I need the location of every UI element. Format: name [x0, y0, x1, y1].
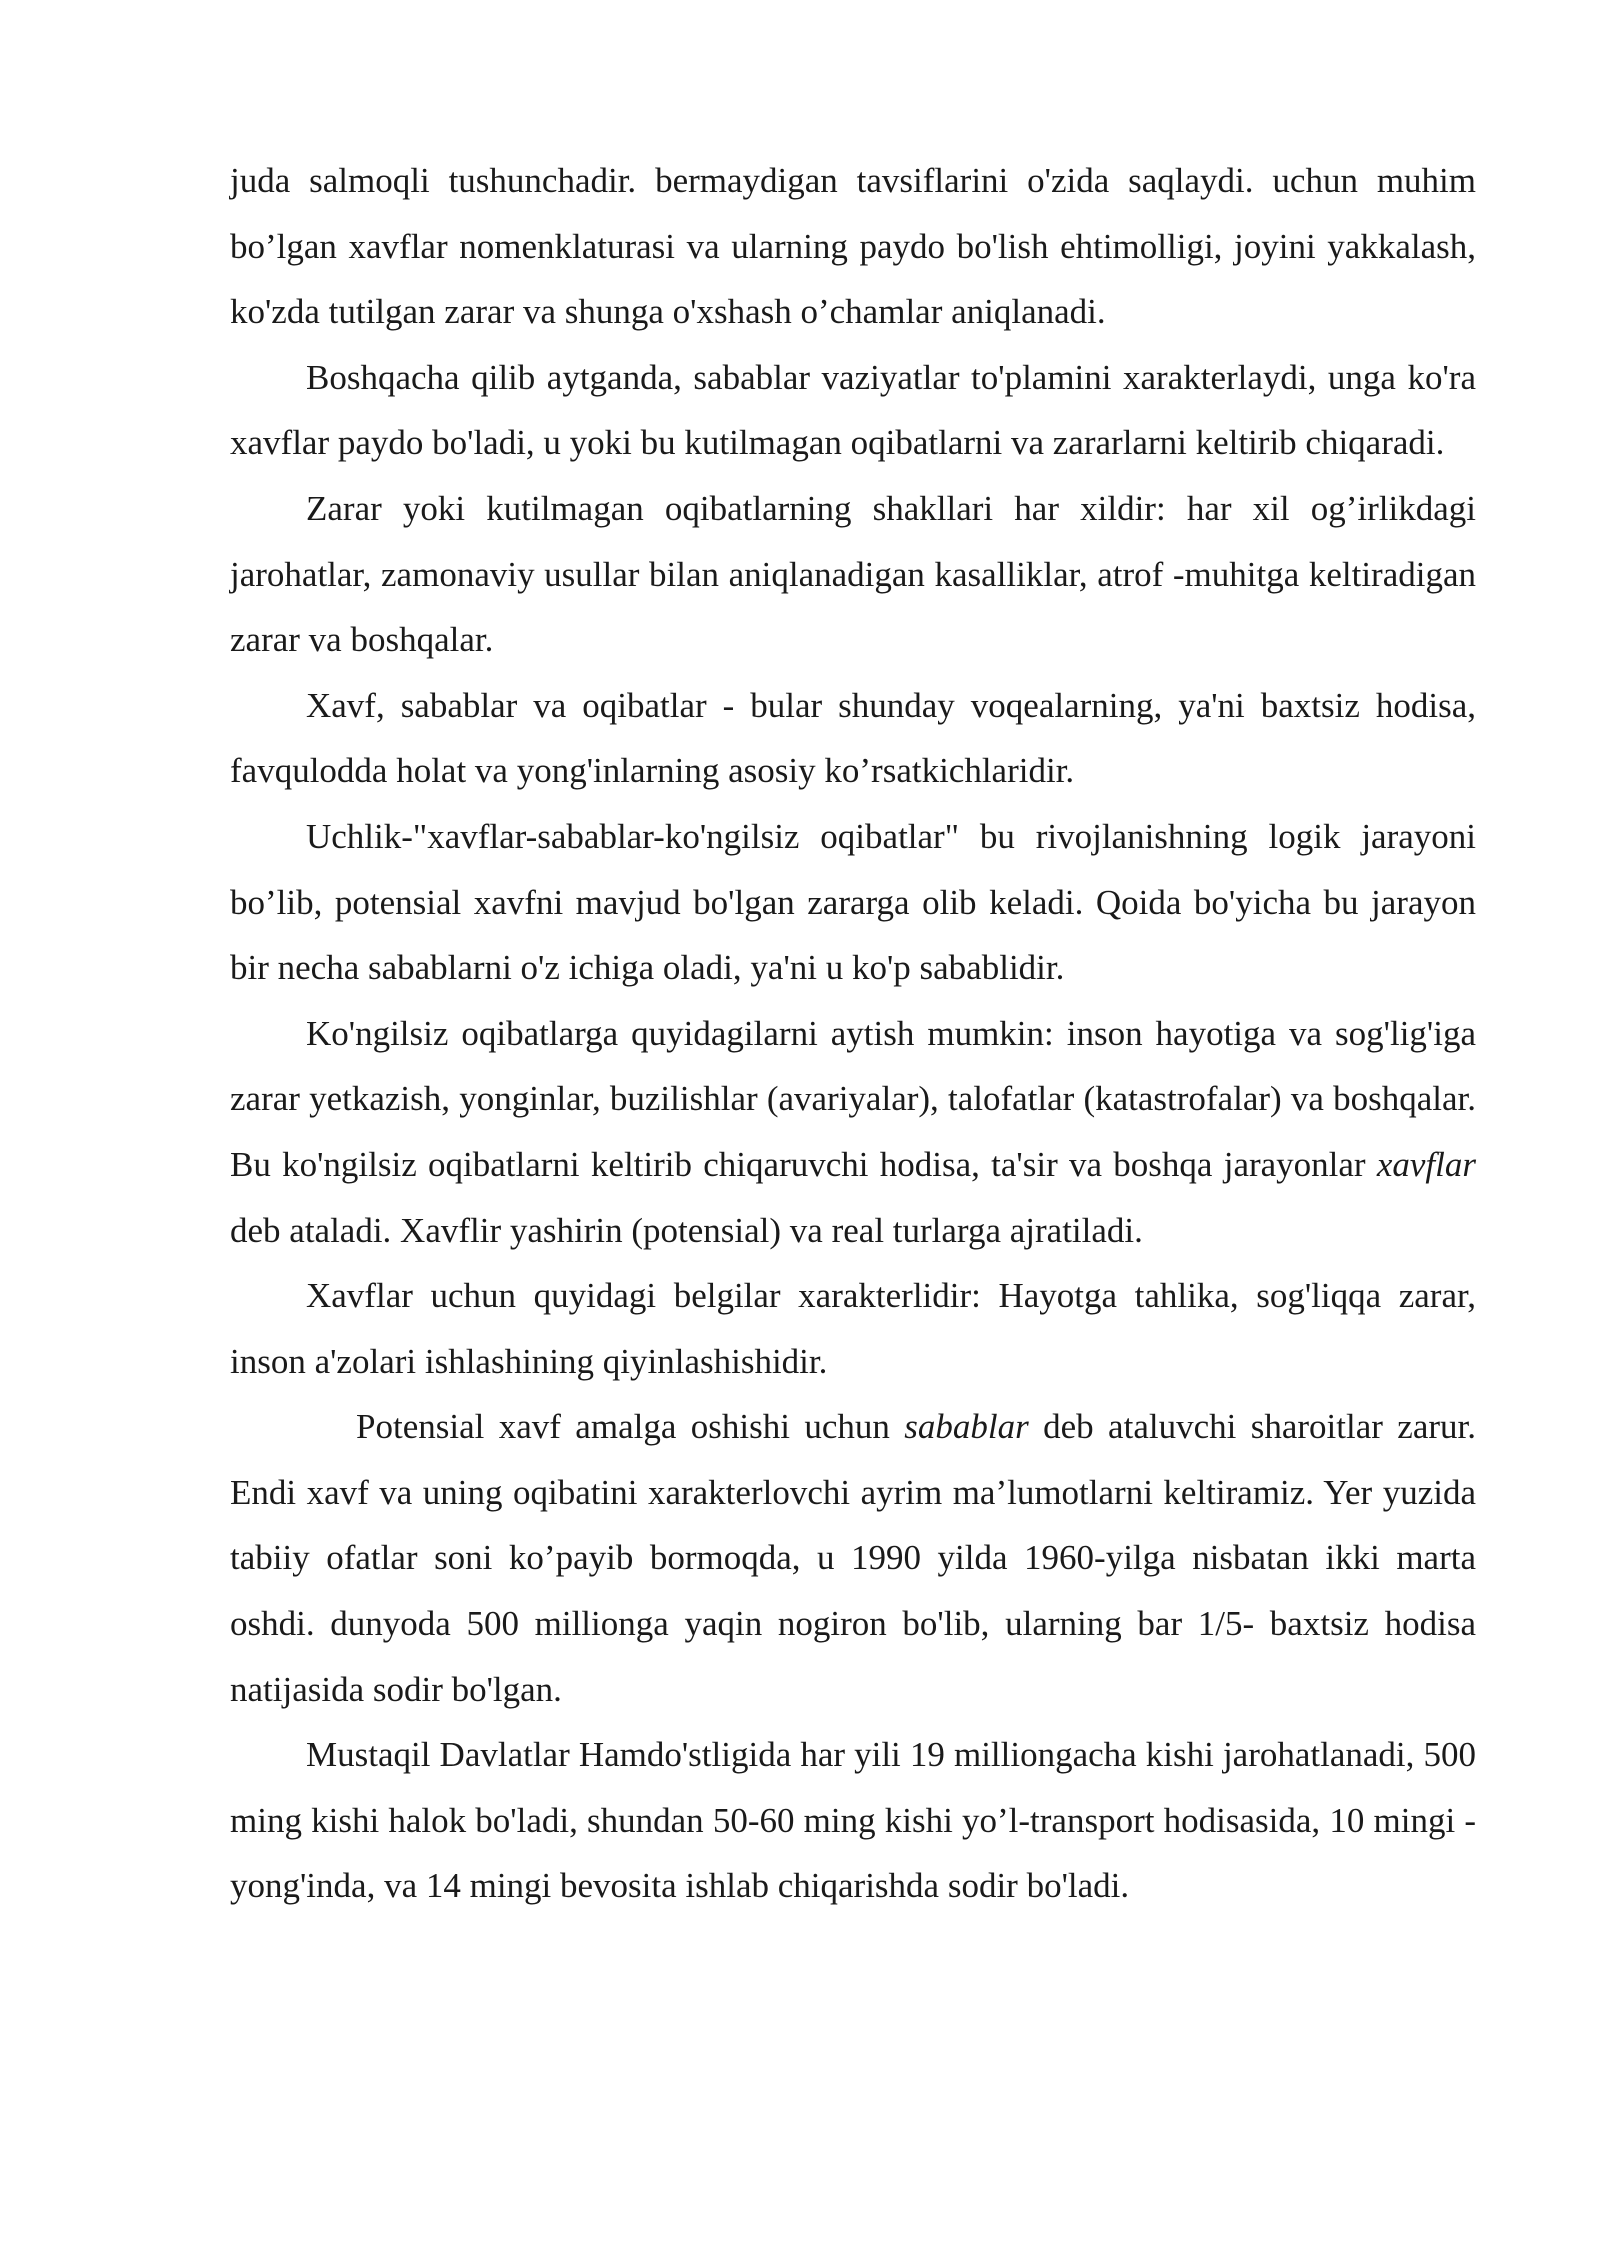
paragraph-6-italic-term: xavflar — [1376, 1144, 1476, 1184]
paragraph-8-text-a: Potensial xavf amalga oshishi uchun — [356, 1407, 905, 1447]
paragraph-5 — [230, 804, 1476, 1001]
paragraph-6-text-b: deb ataladi. Xavflir yashirin (potensial) va real turlarga ajratiladi. — [230, 1210, 1143, 1250]
document-page — [230, 148, 1476, 1919]
paragraph-3-text: Zarar yoki kutilmagan oqibatlarning shakllari har xildir: har xil og’irlikdagi jarohatlar, zamonaviy usullar bilan aniqlanadigan kasalliklar, atrof -muhitga keltiradigan zarar va boshqalar. — [230, 488, 1476, 660]
paragraph-4 — [230, 673, 1476, 804]
paragraph-2-text: Boshqacha qilib aytganda, sabablar vaziyatlar to'plamini xarakterlaydi, unga ko'ra xavflar paydo bo'ladi, u yoki bu kutilmagan oqibatlarni va zararlarni keltirib chiqaradi. — [230, 357, 1476, 463]
paragraph-4-text: Xavf, sabablar va oqibatlar - bular shunday voqealarning, ya'ni baxtsiz hodisa, favqulodda holat va yong'inlarning asosiy ko’rsatkichlaridir. — [230, 685, 1476, 791]
paragraph-8-italic-term: sabablar — [904, 1407, 1029, 1447]
paragraph-8 — [230, 1394, 1476, 1722]
paragraph-3 — [230, 476, 1476, 673]
paragraph-6 — [230, 1001, 1476, 1263]
paragraph-2 — [230, 345, 1476, 476]
paragraph-9 — [230, 1722, 1476, 1919]
paragraph-1-text: juda salmoqli tushunchadir. bermaydigan tavsiflarini o'zida saqlaydi. uchun muhim bo’lgan xavflar nomenklaturasi va ularning paydo bo'lish ehtimolligi, joyini yakkalash, ko'zda tutilgan zarar va shunga o'xshash o’chamlar aniqlanadi. — [230, 161, 1476, 332]
paragraph-5-text: Uchlik-"xavflar-sabablar-ko'ngilsiz oqibatlar" bu rivojlanishning logik jarayoni bo’lib, potensial xavfni mavjud bo'lgan zararga olib keladi. Qoida bo'yicha bu jarayon bir necha sabablarni o'z ichiga oladi, ya'ni u ko'p sabablidir. — [230, 816, 1476, 988]
paragraph-7 — [230, 1263, 1476, 1394]
paragraph-7-text: Xavflar uchun quyidagi belgilar xarakterlidir: Hayotga tahlika, sog'liqqa zarar, inson a'zolari ishlashining qiyinlashishidir. — [230, 1276, 1476, 1381]
paragraph-9-text: Mustaqil Davlatlar Hamdo'stligida har yili 19 milliongacha kishi jarohatlanadi, 500 ming kishi halok bo'ladi, shundan 50-60 ming kishi yo’l-transport hodisasida, 10 mingi - yong'inda, va 14 mingi bevosita ishlab chiqarishda sodir bo'ladi. — [230, 1735, 1476, 1906]
paragraph-6-text-a: Ko'ngilsiz oqibatlarga quyidagilarni aytish mumkin: inson hayotiga va sog'lig'iga zarar yetkazish, yonginlar, buzilishlar (avariyalar), talofatlar (katastrofalar) va boshqalar. Bu ko'ngilsiz oqibatlarni keltirib chiqaruvchi hodisa, ta'sir va boshqa jarayonlar — [230, 1013, 1476, 1184]
paragraph-8-text-b: deb ataluvchi sharoitlar zarur. Endi xavf va uning oqibatini xarakterlovchi ayrim ma’lumotlarni keltiramiz. Yer yuzida tabiiy ofatlar soni ko’payib bormoqda, u 1990 yilda 1960-yilga nisbatan ikki marta oshdi. dunyoda 500 millionga yaqin nogiron bo'lib, ularning bar 1/5- baxtsiz hodisa natijasida sodir bo'lgan. — [230, 1407, 1476, 1709]
paragraph-1 — [230, 148, 1476, 345]
